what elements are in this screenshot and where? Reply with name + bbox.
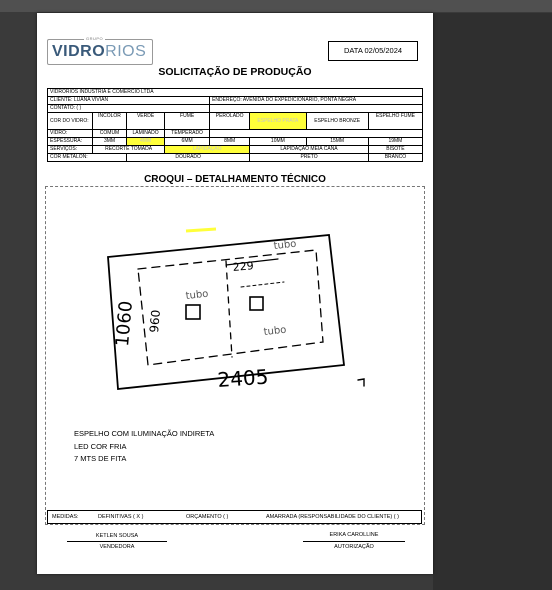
address-field: ENDEREÇO: AVENIDA DO EXPEDICIONÁRIO, PONTA NEGRA <box>210 97 423 105</box>
glass-color-option: FUMÊ <box>165 113 210 130</box>
company-name: VIDRORIOS INDÚSTRIA E COMERCIO LTDA <box>48 89 423 97</box>
inner-height-dimension: 960 <box>147 309 163 334</box>
glass-color-option: VERDE <box>127 113 165 130</box>
order-form-table <box>47 88 423 162</box>
seller-name: KETLEN SOUSA <box>95 533 139 539</box>
sketch-square-right <box>250 297 263 310</box>
client-field: CLIENTE: LUANA VIVIAN <box>48 97 210 105</box>
logo-group-text: GRUPO <box>86 36 104 41</box>
logo-brand-main: VIDRO <box>52 43 106 60</box>
sketch-tube-line <box>241 282 284 287</box>
viewer-background <box>433 13 552 590</box>
service-option: RECORTE TOMADA <box>93 146 165 154</box>
sketch-inner-frame <box>138 250 323 365</box>
measures-tied: AMARRADA (RESPONSABILIDADE DO CLIENTE) ( ) <box>266 514 399 520</box>
sketch-outer-frame <box>108 235 344 392</box>
logo-brand <box>52 43 146 61</box>
croqui-area <box>45 186 425 525</box>
thickness-option-selected: 4MM <box>127 138 165 146</box>
width-dimension: 2405 <box>216 364 270 392</box>
inner-width-dimension: 229 <box>232 259 255 274</box>
sketch-square-left <box>186 305 200 319</box>
services-label: SERVIÇOS: <box>48 146 93 154</box>
height-dimension: 1060 <box>112 299 137 348</box>
note-line: ESPELHO COM ILUMINAÇÃO INDIRETA <box>74 429 215 438</box>
tube-label: tubo <box>263 324 287 338</box>
document-title: SOLICITAÇÃO DE PRODUÇÃO <box>158 66 312 78</box>
empty-cell <box>210 130 423 138</box>
measures-definitive: DEFINITIVAS ( X ) <box>98 514 144 520</box>
thickness-option: 15MM <box>306 138 368 146</box>
metalon-label: COR METALON: <box>48 154 127 162</box>
seller-signature-line <box>67 541 167 542</box>
document-page <box>37 13 433 574</box>
contact-field: CONTATO: ( ) <box>48 105 210 113</box>
tube-label: tubo <box>185 288 209 302</box>
glass-color-option: ESPELHO FUMÊ <box>368 113 422 130</box>
croqui-sketch <box>46 187 424 524</box>
glass-color-option: PEROLADO <box>210 113 250 130</box>
thickness-option: 10MM <box>250 138 306 146</box>
tube-label: tubo <box>273 238 297 252</box>
authorizer-name: ERIKA CAROLLINE <box>329 532 379 538</box>
notes-block <box>74 428 214 466</box>
authorization-signature-line <box>303 541 405 542</box>
company-logo <box>47 36 153 65</box>
croqui-title: CROQUI – DETALHAMENTO TÉCNICO <box>144 174 326 185</box>
measures-label: MEDIDAS: <box>52 514 79 520</box>
empty-cell <box>210 105 423 113</box>
note-line: LED COR FRIA <box>74 441 127 451</box>
glass-color-label: COR DO VIDRO: <box>48 113 93 130</box>
thickness-label: ESPESSURA: <box>48 138 93 146</box>
measures-budget: ORÇAMENTO ( ) <box>186 514 229 520</box>
glass-color-option: ESPELHO BRONZE <box>306 113 368 130</box>
service-option: BISOTÊ <box>368 146 422 154</box>
seller-role: VENDEDORA <box>99 544 135 550</box>
thickness-option: 3MM <box>93 138 127 146</box>
service-option-selected: LAPIDAÇÃO <box>165 146 250 154</box>
glass-type-option: COMUM <box>93 130 127 138</box>
service-option: LAPIDAÇÃO MEIA CANA <box>250 146 369 154</box>
thickness-option: 6MM <box>165 138 210 146</box>
date-box: DATA 02/05/2024 <box>328 41 418 61</box>
sketch-highlight-fragment <box>186 229 216 231</box>
glass-type-label: VIDRO: <box>48 130 93 138</box>
metalon-option: DOURADO <box>127 154 250 162</box>
glass-color-option-selected: ESPELHO PRATA <box>250 113 306 130</box>
measures-row <box>47 510 422 524</box>
logo-brand-tail: RIOS <box>105 43 147 60</box>
metalon-option: PRETO <box>250 154 369 162</box>
sketch-mark <box>358 379 364 386</box>
sketch-middle-divider <box>226 261 232 357</box>
thickness-option: 19MM <box>368 138 422 146</box>
authorization-label: AUTORIZAÇÃO <box>334 544 374 550</box>
metalon-option: BRANCO <box>368 154 422 162</box>
glass-type-option: LAMINADO <box>127 130 165 138</box>
glass-color-option: INCOLOR <box>93 113 127 130</box>
thickness-option: 8MM <box>210 138 250 146</box>
viewer-toolbar <box>0 0 552 12</box>
glass-type-option: TEMPERADO <box>165 130 210 138</box>
note-line: 7 MTS DE FITA <box>74 454 127 463</box>
